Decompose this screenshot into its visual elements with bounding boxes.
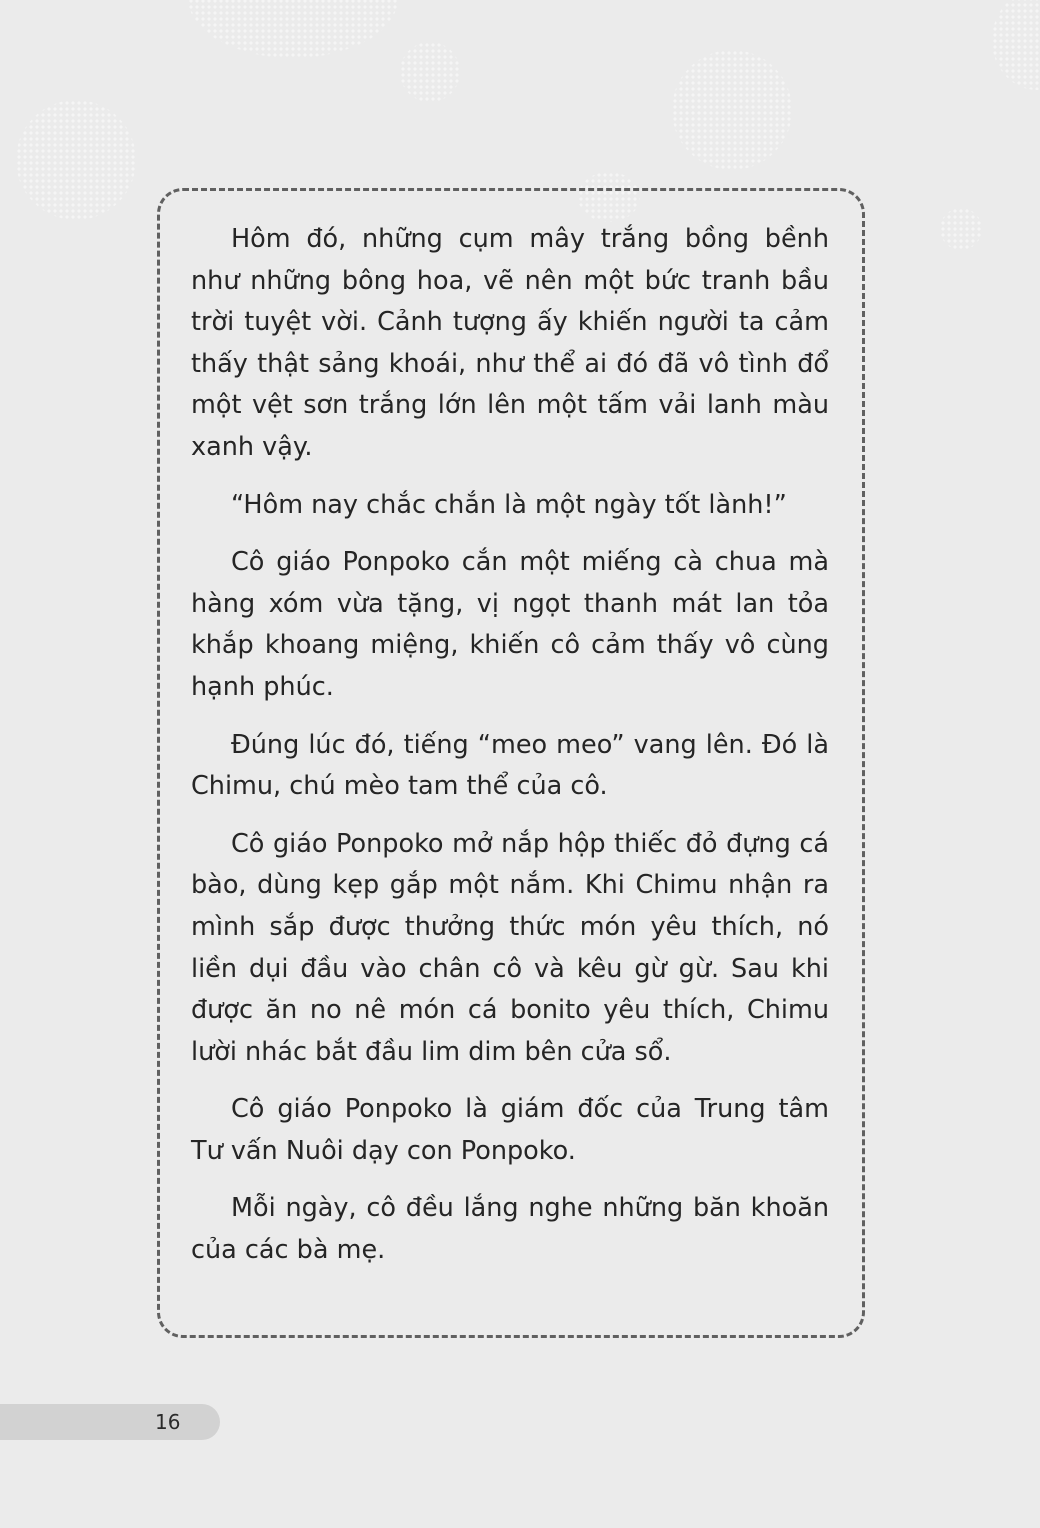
- decorative-dot-circle: [672, 50, 792, 170]
- story-paragraph-1: Hôm đó, những cụm mây trắng bồng bềnh như những bông hoa, vẽ nên một bức tranh bầu trời tuyệt vời. Cảnh tượng ấy khiến người ta cảm thấy thật sảng khoái, như thể ai đó đã vô tình đổ một vệt sơn trắng lớn lên một tấm vải lanh màu xanh vậy.: [191, 224, 829, 462]
- decorative-dot-circle: [16, 100, 136, 220]
- page-number: 16: [155, 1410, 181, 1434]
- decorative-dot-circle: [940, 208, 982, 250]
- story-text: [191, 219, 829, 1288]
- story-paragraph-2: “Hôm nay chắc chắn là một ngày tốt lành!”: [231, 489, 787, 520]
- story-paragraph-7: Mỗi ngày, cô đều lắng nghe những băn khoăn của các bà mẹ.: [191, 1193, 829, 1266]
- story-paragraph-4: Đúng lúc đó, tiếng “meo meo” vang lên. Đó là Chimu, chú mèo tam thể của cô.: [191, 729, 829, 802]
- decorative-dot-circle: [400, 42, 460, 102]
- story-paragraph-3: Cô giáo Ponpoko cắn một miếng cà chua mà hàng xóm vừa tặng, vị ngọt thanh mát lan tỏa khắp khoang miệng, khiến cô cảm thấy vô cùng hạnh phúc.: [191, 547, 829, 702]
- decorative-dot-circle: [188, 0, 398, 58]
- story-paragraph-5: Cô giáo Ponpoko mở nắp hộp thiếc đỏ đựng cá bào, dùng kẹp gắp một nắm. Khi Chimu nhận ra mình sắp được thưởng thức món yêu thích, nó liền dụi đầu vào chân cô và kêu gừ gừ. Sau khi được ăn no nê món cá bonito yêu thích, Chimu lười nhác bắt đầu lim dim bên cửa sổ.: [191, 828, 829, 1067]
- decorative-dot-circle: [992, 0, 1040, 90]
- story-paragraph-6: Cô giáo Ponpoko là giám đốc của Trung tâm Tư vấn Nuôi dạy con Ponpoko.: [191, 1094, 829, 1166]
- page-number-tab: [0, 1404, 220, 1440]
